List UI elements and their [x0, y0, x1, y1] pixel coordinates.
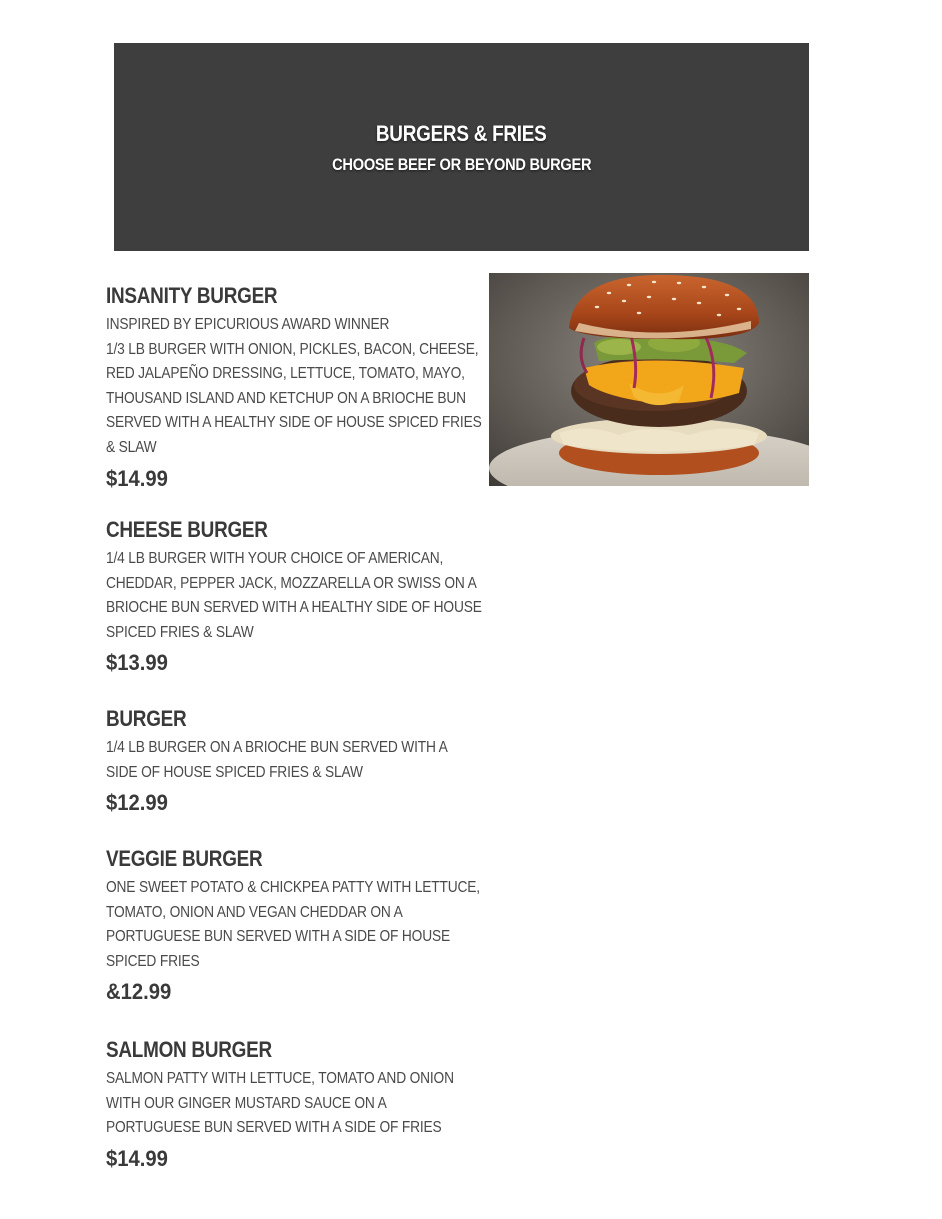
menu-item-insanity-burger — [106, 283, 486, 493]
burger-illustration — [489, 273, 809, 486]
item-description-line: 1/3 LB BURGER WITH ONION, PICKLES, BACON, CHEESE, — [106, 340, 479, 358]
item-description-line: & SLAW — [106, 438, 157, 456]
item-description-line: SPICED FRIES & SLAW — [106, 623, 254, 641]
item-description-line: RED JALAPEÑO DRESSING, LETTUCE, TOMATO, MAYO, — [106, 365, 465, 383]
menu-item-salmon-burger — [106, 1037, 486, 1173]
item-name: VEGGIE BURGER — [106, 846, 263, 871]
item-price: $13.99 — [106, 650, 168, 676]
item-description-line: SIDE OF HOUSE SPICED FRIES & SLAW — [106, 763, 363, 781]
item-price: &12.99 — [106, 979, 172, 1005]
item-description-line: 1/4 LB BURGER WITH YOUR CHOICE OF AMERICAN, — [106, 550, 444, 567]
item-description-line: SALMON PATTY WITH LETTUCE, TOMATO AND ONION — [106, 1070, 454, 1087]
item-description-line: WITH OUR GINGER MUSTARD SAUCE ON A — [106, 1094, 387, 1112]
item-description-line: TOMATO, ONION AND VEGAN CHEDDAR ON A — [106, 903, 403, 921]
item-description — [106, 547, 484, 645]
item-price: $14.99 — [106, 1145, 168, 1171]
item-description-line: 1/4 LB BURGER ON A BRIOCHE BUN SERVED WITH A — [106, 739, 448, 756]
menu-item-cheese-burger — [106, 517, 486, 677]
item-description-line: SERVED WITH A HEALTHY SIDE OF HOUSE SPICED FRIES — [106, 414, 482, 432]
item-price: $14.99 — [106, 465, 168, 491]
item-description-line: PORTUGUESE BUN SERVED WITH A SIDE OF HOUSE — [106, 928, 450, 946]
menu-item-burger — [106, 706, 486, 817]
item-description-line: ONE SWEET POTATO & CHICKPEA PATTY WITH LETTUCE, — [106, 879, 480, 896]
item-description-line: INSPIRED BY EPICURIOUS AWARD WINNER — [106, 316, 390, 333]
item-description — [106, 1067, 484, 1141]
section-title: BURGERS & FRIES — [376, 121, 547, 146]
item-name: CHEESE BURGER — [106, 517, 268, 542]
item-description-line: THOUSAND ISLAND AND KETCHUP ON A BRIOCHE BUN — [106, 389, 466, 407]
item-description-line: BRIOCHE BUN SERVED WITH A HEALTHY SIDE OF HOUSE — [106, 599, 482, 617]
menu-item-veggie-burger — [106, 846, 486, 1006]
item-name: BURGER — [106, 706, 187, 731]
item-description — [106, 876, 484, 974]
item-description — [106, 313, 484, 461]
item-description — [106, 736, 484, 785]
menu-section-banner — [114, 43, 809, 251]
item-description-line: PORTUGUESE BUN SERVED WITH A SIDE OF FRIES — [106, 1119, 442, 1137]
item-price: $12.99 — [106, 790, 168, 816]
item-description-line: CHEDDAR, PEPPER JACK, MOZZARELLA OR SWISS ON A — [106, 574, 477, 592]
item-name: INSANITY BURGER — [106, 283, 278, 308]
item-name: SALMON BURGER — [106, 1037, 272, 1062]
burger-photo — [489, 273, 809, 486]
item-description-line: SPICED FRIES — [106, 952, 200, 970]
section-subtitle: CHOOSE BEEF OR BEYOND BURGER — [331, 155, 592, 174]
